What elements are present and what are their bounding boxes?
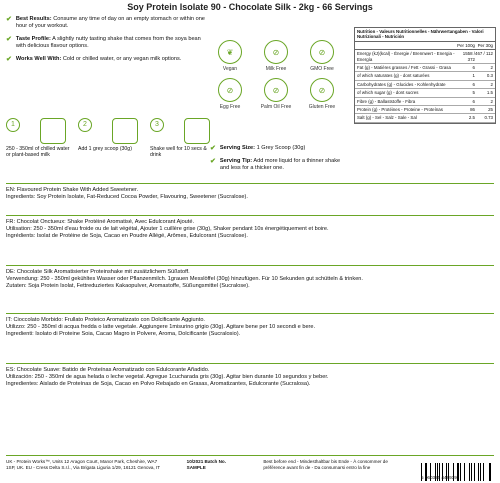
gmo-icon: ⊘ <box>310 40 334 64</box>
footer-address: UK - Protein Works™, Units 12 Aragon Court, Manor Park, Cheshire, WA7 1SP, UK. EU - Cress Delta S.r.l., Via Brigata Liguria 1/29, 16121 Genova, IT <box>6 459 161 470</box>
nutrition-table <box>354 27 496 124</box>
egg-icon: ⊘ <box>218 78 242 102</box>
palm-icon: ⊘ <box>264 78 288 102</box>
egg-free-badge: ⊘ Egg Free <box>210 78 250 110</box>
scoop-icon <box>112 118 138 144</box>
usage-steps <box>6 118 216 159</box>
nutrition-heading: Nutrition - Valeurs Nutritionnelles - Nährwertangaben - Valori Nutrizionali - Nutrición <box>355 28 495 42</box>
barcode-bar <box>482 463 483 481</box>
step-item: 2 Add 1 grey scoop (30g) <box>78 118 144 159</box>
lang-it: IT: Cioccolato Morbido: Frullato Proteico Aromatizzato con Dolcificante Aggiunto. Utilizzo: 250 - 350ml di acqua fredda o latte vegetale. Aggiungere 1misurino grigio (30g). Agitare bene per 10 secondi e bere. Ingredienti: Isolato di Proteine Soia, Cacao Magro in Polvere, Aroma, Dolcificante (Sucralosio). <box>6 313 494 339</box>
glass-icon <box>40 118 66 144</box>
table-row: Carbohydrates (g) - Glucides - Kohlenhydrate 6 2 <box>355 81 495 89</box>
table-row: of which sugar (g) - dont sucres 5 1.5 <box>355 89 495 97</box>
vegan-badge: ❦ Vegan <box>210 40 250 72</box>
lang-fr: FR: Chocolat Onctueux: Shake Protéiné Aromatisé, Avec Édulcorant Ajouté. Utilisation: 250 - 350ml d'eau froide ou de lait végétal, Ajouter 1 cuillère grise (30g), Shaker pendant 10s énergétiquement et boire. Ingrédients: Isolat de Protéine de Soja, Cacao en Poudre Allégé, Arômes, Édulcorant (Sucralose). <box>6 215 494 241</box>
barcode-bar <box>485 463 486 481</box>
barcode-number: 5 060385 448939 <box>421 475 457 480</box>
palm-oil-free-badge: ⊘ Palm Oil Free <box>256 78 296 110</box>
step-item: 3 Shake well for 10 secs & drink <box>150 118 216 159</box>
check-icon: ✔ <box>6 56 12 63</box>
check-icon: ✔ <box>6 36 12 43</box>
barcode-bar <box>462 463 463 481</box>
benefit-item: ✔ Works Well With: Cold or chilled water, or any vegan milk options. <box>6 56 182 63</box>
table-row: Energy (kJ)(kcal) - Énergie / Brennwert - Energia - Energía 1558 / 372 467 / 112 <box>355 50 495 64</box>
leaf-icon: ❦ <box>218 40 242 64</box>
wheat-icon: ⊘ <box>310 78 334 102</box>
barcode-bar <box>492 463 493 481</box>
product-title: Soy Protein Isolate 90 - Chocolate Silk - 2kg - 66 Servings <box>127 2 373 12</box>
shaker-icon <box>184 118 210 144</box>
barcode-bar <box>474 463 475 481</box>
barcode-bar <box>464 463 465 481</box>
barcode-bar <box>467 463 468 481</box>
barcode-bar <box>469 463 470 481</box>
gluten-free-badge: ⊘ Gluten Free <box>302 78 342 110</box>
milk-free-badge: ⊘ Milk Free <box>256 40 296 72</box>
barcode-bar <box>458 463 459 481</box>
serving-tip: ✔ Serving Tip: Add more liquid for a thinner shake and less for a thicker one. <box>210 158 341 171</box>
barcode-bar <box>476 463 477 481</box>
step-number: 3 <box>150 118 164 132</box>
gmo-free-badge: ⊘ GMO Free <box>302 40 342 72</box>
table-row: Fibre (g) - Ballaststoffe - Fibra 6 2 <box>355 98 495 106</box>
serving-info <box>210 145 350 178</box>
benefit-item: ✔ Taste Profile: A slightly nutty tasting shake that comes from the soya bean with delicious flavour options. <box>6 36 201 49</box>
barcode-bar <box>460 463 461 481</box>
lang-en: EN: Flavoured Protein Shake With Added Sweetener. Ingredients: Soy Protein Isolate, Fat-Reduced Cocoa Powder, Flavouring, Sweetener (Sucralose). <box>6 183 494 201</box>
dietary-badges <box>210 40 350 110</box>
lang-de: DE: Chocolate Silk Aromatisierter Proteinshake mit zusätzlichem Süßstoff. Verwendung: 250 - 350ml gekühltes Wasser oder Pflanzenmilch. 1grauen Messlöffel (30g) hinzufügen. Für 10 Sekunden gut schütteln & trinken. Zutaten: Soja Protein Isolat, Fettreduziertes Kakaopulver, Aromastoffe, Süßungsmittel (Sucralose). <box>6 265 494 291</box>
table-row: Salt (g) - Sel - Salz - Sale - Sal 2.5 0.73 <box>355 114 495 122</box>
table-row: Fat (g) - Matières grasses / Fett - Grassi - Grasa 6 2 <box>355 64 495 72</box>
step-item: 1 250 - 350ml of chilled water or plant-based milk <box>6 118 72 159</box>
barcode-bar <box>471 463 472 481</box>
check-icon: ✔ <box>210 145 216 152</box>
barcode-bar <box>489 463 490 481</box>
storage-note: Best before end - Mindesthaltbar bis Ende - À consommer de préférence avant fin de - Da consumarsi entro la fine <box>263 459 388 470</box>
nutrition-columns: Per 100g Per 30g <box>355 42 495 50</box>
benefit-item: ✔ Best Results: Consume any time of day on an empty stomach or within one hour of your workout. <box>6 16 205 29</box>
batch-number: 10/2021 Batch No. SAMPLE <box>186 459 226 470</box>
barcode-bar <box>490 463 491 481</box>
barcode-bar <box>478 463 479 481</box>
table-row: Protein (g) - Protéines - Proteine - Proteínas 86 25 <box>355 106 495 114</box>
barcode-bar <box>487 463 488 481</box>
serving-size: ✔ Serving Size: 1 Grey Scoop (30g) <box>210 145 306 152</box>
benefit-list <box>6 16 212 69</box>
step-number: 2 <box>78 118 92 132</box>
step-number: 1 <box>6 118 20 132</box>
table-row: of which saturates (g) - dont saturées 1 0.3 <box>355 72 495 80</box>
barcode-bar <box>483 463 484 481</box>
check-icon: ✔ <box>6 16 12 23</box>
lang-es: ES: Chocolate Suave: Batido de Proteínas Aromatizado con Edulcorante Añadido. Utilización: 250 - 350ml de agua helada o leche vegetal. Agregue 1cucharada gris (30g). Agitar bien durante 10 segundos y beber. Ingredientes: Aislado de Proteínas de Soja, Cacao en Polvo Rebajado en Grasas, Aromatizantes, Edulcorante (Sucralosa). <box>6 363 494 389</box>
milk-icon: ⊘ <box>264 40 288 64</box>
barcode-bar <box>480 463 481 481</box>
check-icon: ✔ <box>210 158 216 165</box>
barcode-bar <box>473 463 474 481</box>
barcode-bar <box>466 463 467 481</box>
